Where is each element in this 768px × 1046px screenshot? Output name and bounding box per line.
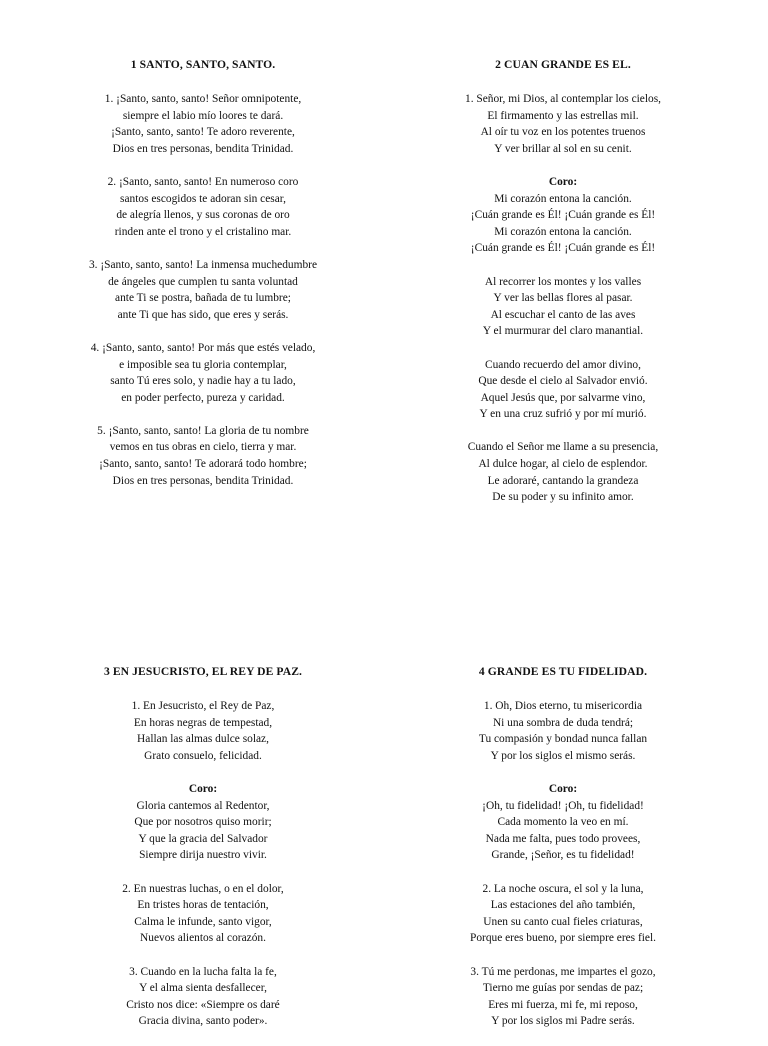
- verse-line: ante Ti se postra, bañada de tu lumbre;: [115, 292, 291, 305]
- stanza: [38, 881, 368, 947]
- verse-line: Al escuchar el canto de las aves: [490, 308, 636, 321]
- hymn-3: [38, 664, 368, 1046]
- stanza: [398, 439, 728, 505]
- verse-line: Y el alma sienta desfallecer,: [139, 982, 267, 995]
- chorus-label: Coro:: [548, 175, 578, 188]
- hymn-1: [38, 57, 368, 506]
- verse-line: Grato consuelo, felicidad.: [144, 749, 262, 762]
- verse-line: Las estaciones del año también,: [490, 899, 636, 912]
- verse-line: En horas negras de tempestad,: [133, 716, 273, 729]
- verse-line: Y por los siglos el mismo serás.: [490, 749, 636, 762]
- verse-line: Gracia divina, santo poder».: [138, 1015, 268, 1028]
- stanza: [398, 357, 728, 423]
- verse-line: Calma le infunde, santo vigor,: [134, 915, 272, 928]
- verse-line: Al dulce hogar, al cielo de esplendor.: [478, 458, 648, 471]
- verse-line: Mi corazón entona la canción.: [494, 192, 632, 205]
- verse-line: Eres mi fuerza, mi fe, mi reposo,: [488, 998, 638, 1011]
- hymn-4: [398, 664, 728, 1046]
- verse-line: e imposible sea tu gloria contemplar,: [119, 358, 287, 371]
- chorus-label: Coro:: [548, 782, 578, 795]
- verse-line: Ni una sombra de duda tendrá;: [492, 716, 634, 729]
- stanza: [38, 91, 368, 157]
- verse-line: 5. ¡Santo, santo, santo! La gloria de tu nombre: [97, 424, 309, 437]
- verse-line: Grande, ¡Señor, es tu fidelidad!: [491, 849, 635, 862]
- verse-line: Y que la gracia del Salvador: [138, 832, 268, 845]
- verse-line: ¡Santo, santo, santo! Te adorará todo hombre;: [99, 458, 307, 471]
- verse-line: 1. ¡Santo, santo, santo! Señor omnipotente,: [104, 93, 302, 105]
- verse-line: Mi corazón entona la canción.: [494, 225, 632, 238]
- verse-line: 1. Oh, Dios eterno, tu misericordia: [483, 700, 643, 712]
- verse-line: En tristes horas de tentación,: [137, 899, 269, 912]
- verse-line: Unen su canto cual fieles criaturas,: [483, 915, 643, 928]
- stanza: [38, 340, 368, 406]
- verse-line: 2. La noche oscura, el sol y la luna,: [482, 882, 644, 895]
- verse-line: Gloria cantemos al Redentor,: [136, 799, 270, 812]
- verse-line: Al oír tu voz en los potentes truenos: [480, 126, 646, 139]
- verse-line: El firmamento y las estrellas mil.: [487, 109, 639, 122]
- chorus: [38, 781, 368, 864]
- verse-line: santo Tú eres solo, y nadie hay a tu lado,: [110, 375, 296, 388]
- verse-line: Y ver las bellas flores al pasar.: [493, 292, 633, 305]
- verse-line: De su poder y su infinito amor.: [492, 491, 634, 504]
- stanza: [398, 881, 728, 947]
- stanza: [38, 698, 368, 764]
- verse-line: ¡Oh, tu fidelidad! ¡Oh, tu fidelidad!: [482, 799, 644, 812]
- verse-line: Cuando el Señor me llame a su presencia,: [467, 441, 659, 454]
- verse-line: en poder perfecto, pureza y caridad.: [121, 391, 285, 404]
- verse-line: Porque eres bueno, por siempre eres fiel.: [470, 932, 656, 945]
- verse-line: Y en una cruz sufrió y por mí murió.: [479, 408, 647, 421]
- verse-line: vemos en tus obras en cielo, tierra y mar.: [109, 441, 297, 454]
- chorus: [398, 174, 728, 257]
- stanza: [38, 423, 368, 489]
- verse-line: Que por nosotros quiso morir;: [134, 816, 272, 829]
- chorus-label: Coro:: [188, 782, 218, 795]
- verse-line: de ángeles que cumplen tu santa voluntad: [108, 275, 298, 288]
- verse-line: Cuando recuerdo del amor divino,: [485, 358, 641, 371]
- verse-line: 3. Tú me perdonas, me impartes el gozo,: [470, 965, 656, 978]
- hymn-title: 2 CUAN GRANDE ES EL.: [495, 58, 631, 71]
- verse-line: ¡Cuán grande es Él! ¡Cuán grande es Él!: [470, 209, 656, 222]
- verse-line: siempre el labio mío loores te dará.: [122, 109, 284, 122]
- verse-line: Que desde el cielo al Salvador envió.: [478, 375, 648, 388]
- verse-line: de alegría llenos, y sus coronas de oro: [116, 209, 290, 222]
- verse-line: 1. En Jesucristo, el Rey de Paz,: [131, 700, 275, 712]
- verse-line: Dios en tres personas, bendita Trinidad.: [112, 474, 294, 487]
- verse-line: Tierno me guías por sendas de paz;: [482, 982, 644, 995]
- verse-line: Nuevos alientos al corazón.: [140, 932, 266, 945]
- verse-line: Tu compasión y bondad nunca fallan: [478, 733, 648, 746]
- verse-line: Siempre dirija nuestro vivir.: [139, 849, 267, 862]
- stanza: [38, 257, 368, 323]
- verse-line: santos escogidos te adoran sin cesar,: [120, 192, 286, 205]
- verse-line: Y el murmurar del claro manantial.: [482, 325, 644, 338]
- verse-line: ¡Cuán grande es Él! ¡Cuán grande es Él!: [470, 242, 656, 255]
- verse-line: Al recorrer los montes y los valles: [484, 275, 642, 288]
- verse-line: ¡Santo, santo, santo! Te adoro reverente,: [111, 126, 295, 139]
- verse-line: 2. En nuestras luchas, o en el dolor,: [122, 882, 284, 895]
- stanza: [398, 91, 728, 157]
- verse-line: 4. ¡Santo, santo, santo! Por más que estés velado,: [90, 341, 316, 354]
- stanza: [398, 274, 728, 340]
- verse-line: Y por los siglos mi Padre serás.: [491, 1015, 635, 1028]
- verse-line: rinden ante el trono y el cristalino mar.: [114, 225, 292, 238]
- verse-line: 3. ¡Santo, santo, santo! La inmensa muchedumbre: [88, 258, 318, 271]
- stanza: [38, 964, 368, 1030]
- verse-line: Cristo nos dice: «Siempre os daré: [126, 998, 280, 1011]
- verse-line: Dios en tres personas, bendita Trinidad.: [112, 142, 294, 155]
- hymn-title: 4 GRANDE ES TU FIDELIDAD.: [478, 665, 648, 678]
- verse-line: Cada momento la veo en mí.: [497, 816, 629, 829]
- verse-line: Aquel Jesús que, por salvarme vino,: [480, 391, 646, 404]
- verse-line: 2. ¡Santo, santo, santo! En numeroso coro: [107, 175, 299, 188]
- verse-line: 1. Señor, mi Dios, al contemplar los cielos,: [465, 93, 661, 105]
- verse-line: Nada me falta, pues todo provees,: [485, 832, 641, 845]
- verse-line: Y ver brillar al sol en su cenit.: [494, 142, 632, 155]
- stanza: [398, 698, 728, 764]
- verse-line: Hallan las almas dulce solaz,: [137, 733, 269, 746]
- hymn-title: 1 SANTO, SANTO, SANTO.: [130, 58, 276, 71]
- verse-line: 3. Cuando en la lucha falta la fe,: [129, 965, 277, 978]
- stanza: [398, 964, 728, 1030]
- verse-line: ante Ti que has sido, que eres y serás.: [117, 308, 289, 321]
- verse-line: Le adoraré, cantando la grandeza: [487, 474, 639, 487]
- hymn-title: 3 EN JESUCRISTO, EL REY DE PAZ.: [103, 665, 303, 678]
- chorus: [398, 781, 728, 864]
- stanza: [38, 174, 368, 240]
- hymn-2: [398, 57, 728, 522]
